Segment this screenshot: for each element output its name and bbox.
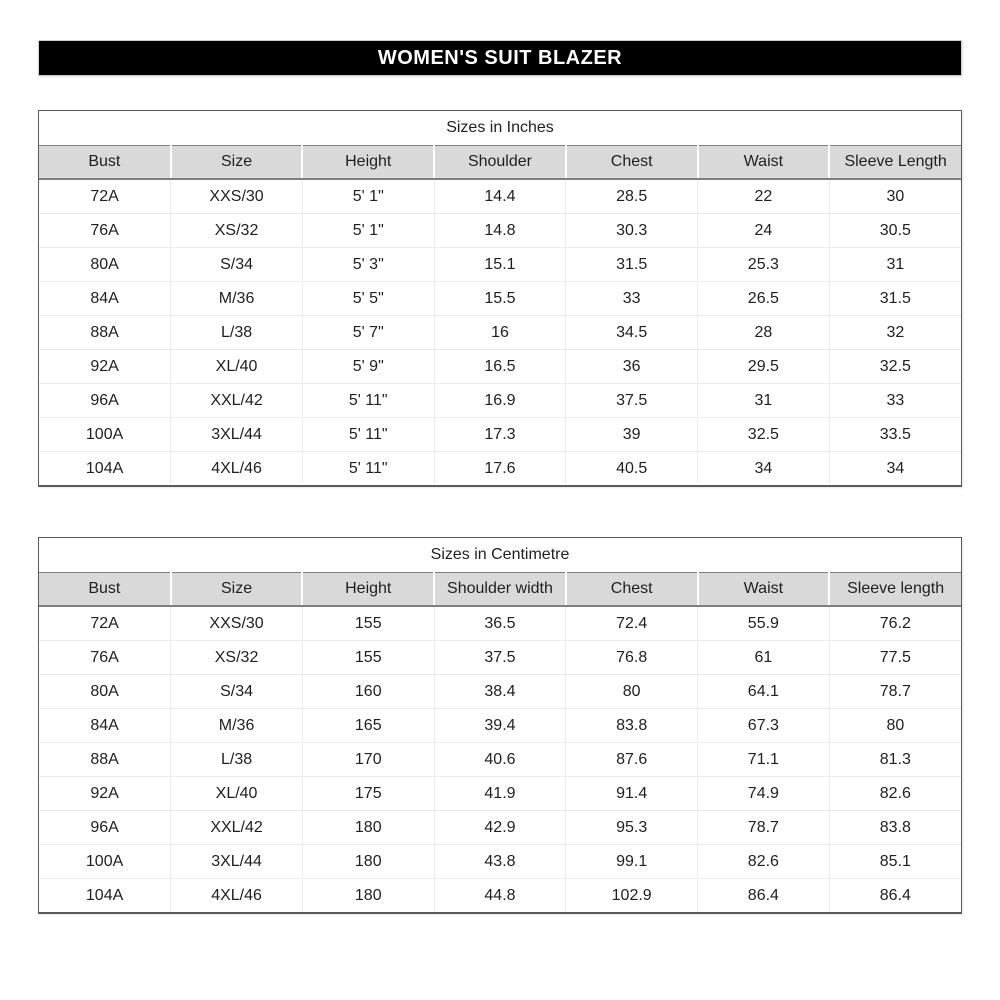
table-cell: M/36	[171, 709, 303, 743]
column-header: Size	[171, 146, 303, 180]
table-cell: 40.5	[566, 452, 698, 486]
table-row	[39, 845, 961, 879]
table-cell: 3XL/44	[171, 418, 303, 452]
sizes-in-centimetre-table	[38, 537, 962, 914]
table-cell: 44.8	[434, 879, 566, 913]
product-title-bar	[38, 40, 962, 76]
table-header-row	[39, 573, 961, 607]
table-cell: 39	[566, 418, 698, 452]
table-cell: 81.3	[829, 743, 961, 777]
table-cell: 180	[302, 879, 434, 913]
table-row	[39, 179, 961, 214]
table-cell: 100A	[39, 418, 171, 452]
table-row	[39, 384, 961, 418]
column-header: Shoulder	[434, 146, 566, 180]
table-cell: 86.4	[698, 879, 830, 913]
table-cell: 86.4	[829, 879, 961, 913]
column-header: Height	[302, 573, 434, 607]
table-cell: 32	[829, 316, 961, 350]
table-cell: 95.3	[566, 811, 698, 845]
table-row	[39, 675, 961, 709]
table-cell: 28.5	[566, 179, 698, 214]
table-cell: 14.8	[434, 214, 566, 248]
table-cell: 85.1	[829, 845, 961, 879]
table-cell: 5' 7"	[302, 316, 434, 350]
table-row	[39, 777, 961, 811]
table-cell: 5' 1"	[302, 214, 434, 248]
table-cell: XXL/42	[171, 384, 303, 418]
table-cell: 15.5	[434, 282, 566, 316]
table-cell: 170	[302, 743, 434, 777]
table-cell: L/38	[171, 316, 303, 350]
size-table-inches	[39, 111, 961, 485]
table-cell: 76.8	[566, 641, 698, 675]
table-cell: S/34	[171, 675, 303, 709]
table-cell: 33	[566, 282, 698, 316]
table-cell: XL/40	[171, 777, 303, 811]
table-cell: 83.8	[566, 709, 698, 743]
table-cell: 72A	[39, 179, 171, 214]
column-header: Shoulder width	[434, 573, 566, 607]
sizes-in-inches-table	[38, 110, 962, 487]
table-row	[39, 248, 961, 282]
table-cell: 72.4	[566, 606, 698, 641]
table-cell: 5' 11"	[302, 418, 434, 452]
table-row	[39, 418, 961, 452]
table-cell: 17.6	[434, 452, 566, 486]
table-cell: 64.1	[698, 675, 830, 709]
table-cell: 155	[302, 641, 434, 675]
table-cell: 3XL/44	[171, 845, 303, 879]
table-row	[39, 452, 961, 486]
table-cell: 24	[698, 214, 830, 248]
table-cell: 96A	[39, 811, 171, 845]
table-cell: L/38	[171, 743, 303, 777]
table-cell: XXL/42	[171, 811, 303, 845]
table-cell: S/34	[171, 248, 303, 282]
table-caption-row	[39, 111, 961, 146]
table-cell: 72A	[39, 606, 171, 641]
column-header: Chest	[566, 146, 698, 180]
table-cell: 80	[566, 675, 698, 709]
table-cell: 82.6	[698, 845, 830, 879]
table-cell: 31	[698, 384, 830, 418]
column-header: Height	[302, 146, 434, 180]
table-header-row	[39, 146, 961, 180]
table-cell: 36.5	[434, 606, 566, 641]
table-cell: 180	[302, 811, 434, 845]
table-cell: 78.7	[698, 811, 830, 845]
table-cell: 82.6	[829, 777, 961, 811]
column-header: Size	[171, 573, 303, 607]
table-cell: 16.9	[434, 384, 566, 418]
table-cell: 67.3	[698, 709, 830, 743]
table-cell: 14.4	[434, 179, 566, 214]
column-header: Sleeve length	[829, 573, 961, 607]
table-cell: XXS/30	[171, 179, 303, 214]
table-cell: 77.5	[829, 641, 961, 675]
column-header: Waist	[698, 573, 830, 607]
table-cell: 32.5	[829, 350, 961, 384]
table-cell: 92A	[39, 350, 171, 384]
table-cell: 87.6	[566, 743, 698, 777]
table-cell: 39.4	[434, 709, 566, 743]
table-cell: 99.1	[566, 845, 698, 879]
table-row	[39, 282, 961, 316]
table-cell: 104A	[39, 879, 171, 913]
table-cell: 92A	[39, 777, 171, 811]
table-cell: 80A	[39, 675, 171, 709]
table-cell: 15.1	[434, 248, 566, 282]
table-cell: 32.5	[698, 418, 830, 452]
table-cell: 91.4	[566, 777, 698, 811]
table-cell: 5' 3"	[302, 248, 434, 282]
table-cell: 175	[302, 777, 434, 811]
table-cell: 104A	[39, 452, 171, 486]
table-cell: 16	[434, 316, 566, 350]
table-cell: 78.7	[829, 675, 961, 709]
table-cell: 160	[302, 675, 434, 709]
table-cell: 88A	[39, 316, 171, 350]
table-cell: 30.5	[829, 214, 961, 248]
table-cell: 29.5	[698, 350, 830, 384]
column-header: Bust	[39, 146, 171, 180]
table-cell: XS/32	[171, 641, 303, 675]
table-cell: M/36	[171, 282, 303, 316]
table-cell: 74.9	[698, 777, 830, 811]
table-cell: XS/32	[171, 214, 303, 248]
column-header: Chest	[566, 573, 698, 607]
product-title: WOMEN'S SUIT BLAZER	[377, 46, 623, 69]
table-cell: 80	[829, 709, 961, 743]
table-cell: 28	[698, 316, 830, 350]
table-row	[39, 641, 961, 675]
table-cell: 80A	[39, 248, 171, 282]
table-row	[39, 214, 961, 248]
table-caption: Sizes in Inches	[39, 111, 961, 146]
table-cell: 5' 11"	[302, 384, 434, 418]
table-row	[39, 350, 961, 384]
table-cell: 5' 5"	[302, 282, 434, 316]
table-cell: 31	[829, 248, 961, 282]
table-cell: 96A	[39, 384, 171, 418]
table-cell: 5' 1"	[302, 179, 434, 214]
table-cell: 34	[829, 452, 961, 486]
table-cell: 22	[698, 179, 830, 214]
table-cell: 30	[829, 179, 961, 214]
table-cell: 4XL/46	[171, 879, 303, 913]
table-cell: 33.5	[829, 418, 961, 452]
table-cell: 102.9	[566, 879, 698, 913]
table-cell: 31.5	[566, 248, 698, 282]
table-cell: 37.5	[434, 641, 566, 675]
table-cell: 155	[302, 606, 434, 641]
table-row	[39, 879, 961, 913]
table-cell: XL/40	[171, 350, 303, 384]
table-cell: 71.1	[698, 743, 830, 777]
table-cell: 5' 9"	[302, 350, 434, 384]
table-cell: 42.9	[434, 811, 566, 845]
table-cell: 61	[698, 641, 830, 675]
table-cell: 43.8	[434, 845, 566, 879]
size-table-centimetre	[39, 538, 961, 912]
table-row	[39, 743, 961, 777]
table-cell: 76A	[39, 214, 171, 248]
column-header: Sleeve Length	[829, 146, 961, 180]
table-cell: 25.3	[698, 248, 830, 282]
table-cell: 17.3	[434, 418, 566, 452]
table-cell: 83.8	[829, 811, 961, 845]
table-cell: 38.4	[434, 675, 566, 709]
table-cell: 31.5	[829, 282, 961, 316]
table-cell: 5' 11"	[302, 452, 434, 486]
table-cell: 16.5	[434, 350, 566, 384]
table-cell: 165	[302, 709, 434, 743]
table-cell: 36	[566, 350, 698, 384]
table-row	[39, 709, 961, 743]
table-cell: 41.9	[434, 777, 566, 811]
table-cell: 26.5	[698, 282, 830, 316]
table-cell: 76A	[39, 641, 171, 675]
table-cell: 37.5	[566, 384, 698, 418]
table-cell: 55.9	[698, 606, 830, 641]
table-row	[39, 316, 961, 350]
column-header: Waist	[698, 146, 830, 180]
table-row	[39, 811, 961, 845]
table-cell: 100A	[39, 845, 171, 879]
table-caption-row	[39, 538, 961, 573]
table-cell: 76.2	[829, 606, 961, 641]
table-cell: 84A	[39, 282, 171, 316]
table-cell: 84A	[39, 709, 171, 743]
table-cell: 30.3	[566, 214, 698, 248]
table-cell: 88A	[39, 743, 171, 777]
column-header: Bust	[39, 573, 171, 607]
table-cell: 40.6	[434, 743, 566, 777]
table-cell: 180	[302, 845, 434, 879]
table-cell: 4XL/46	[171, 452, 303, 486]
table-cell: 33	[829, 384, 961, 418]
table-cell: 34	[698, 452, 830, 486]
table-row	[39, 606, 961, 641]
table-caption: Sizes in Centimetre	[39, 538, 961, 573]
table-cell: 34.5	[566, 316, 698, 350]
table-cell: XXS/30	[171, 606, 303, 641]
